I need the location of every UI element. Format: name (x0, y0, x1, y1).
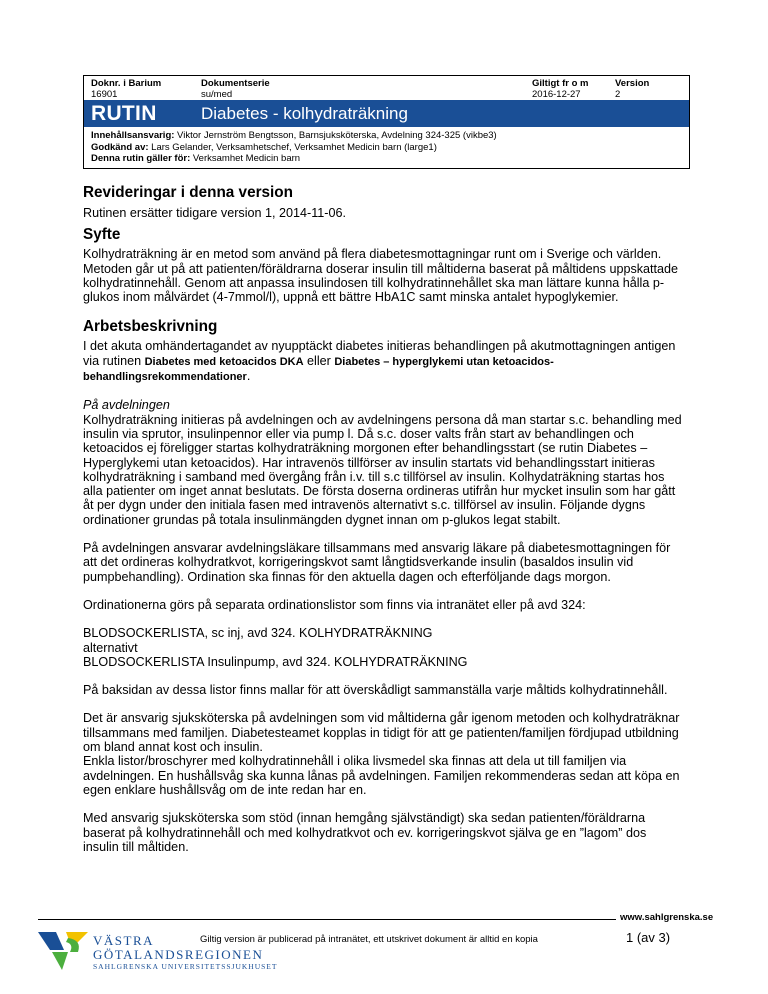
applies-line (91, 153, 683, 165)
work-intro-or: eller (303, 353, 335, 368)
revision-text: Rutinen ersätter tidigare version 1, 2014-11-06. (83, 206, 346, 220)
paragraph-dosing: Med ansvarig sjuksköterska som stöd (innan hemgång självständigt) ska sedan patienten/föräldrarna baserat på kolhydratinnehåll och med kolhydratkvot och ev. korrigeringskvot själva ge en ”lagom” dos insulin till måltiden. (83, 811, 647, 854)
logo-line-2: GÖTALANDSREGIONEN (93, 947, 264, 962)
page-number: 1 (av 3) (626, 930, 671, 945)
version-cell (615, 78, 675, 98)
work-intro (83, 339, 683, 384)
approved-line (91, 142, 683, 154)
content-owner-line (91, 130, 683, 142)
logo-line-1: VÄSTRA (93, 933, 155, 948)
work-intro-text: I det akuta omhändertagandet av nyupptäckt diabetes initieras behandlingen på akutmottagningen antigen via rutinen (83, 339, 676, 368)
footer-url: www.sahlgrenska.se (620, 912, 714, 923)
purpose-heading: Syfte (83, 226, 121, 244)
content-owner-value: Viktor Jernström Bengtsson, Barnsjuksköterska, Avdelning 324-325 (vikbe3) (174, 130, 497, 141)
valid-label: Giltigt fr o m (532, 78, 589, 89)
work-intro-end: . (246, 369, 251, 384)
title-band (84, 100, 689, 127)
document-type: RUTIN (91, 101, 157, 125)
document-title: Diabetes - kolhydraträkning (201, 103, 408, 123)
approved-value: Lars Gelander, Verksamhetschef, Verksamhet Medicin barn (large1) (148, 141, 437, 153)
work-heading: Arbetsbeskrivning (83, 318, 218, 336)
list-item-sc: BLODSOCKERLISTA, sc inj, avd 324. KOLHYDRATRÄKNING (83, 626, 433, 641)
logo-green-shape (52, 952, 68, 970)
docnr-value: 16901 (91, 89, 118, 100)
docnr-cell (91, 78, 201, 98)
vgr-logo-icon (38, 928, 90, 972)
hyperglycemia-routine-link: Diabetes – hyperglykemi utan ketoacidos-behandlingsrekommendationer (83, 355, 554, 384)
ward-heading: På avdelningen (83, 398, 170, 413)
logo-blue-shape (38, 932, 64, 950)
approved-label: Godkänd av: (91, 141, 149, 153)
series-cell (201, 78, 532, 98)
content-owner-label: Innehållsansvarig: (91, 130, 175, 141)
header-meta-row (84, 76, 689, 100)
logo-line-3: SAHLGRENSKA UNIVERSITETSSJUKHUSET (93, 962, 278, 971)
footer-divider (38, 919, 616, 920)
docnr-label: Doknr. i Barium (91, 78, 162, 89)
paragraph-nurse: Det är ansvarig sjuksköterska på avdelningen som vid måltiderna går igenom metoden och kolhydraträknar tillsammans med familjen. Diabetesteamet kopplas in tidigt för att ge patienten/familjen fördjupad utbildning om bland annat kost och insulin. (83, 711, 680, 755)
applies-label: Denna rutin gäller för: (91, 153, 191, 164)
applies-value: Verksamhet Medicin barn (190, 153, 301, 164)
footer-validity-note: Giltig version är publicerad på intranätet, ett utskrivet dokument är alltid en kopia (200, 934, 538, 945)
list-item-alt: alternativt (83, 640, 138, 655)
valid-cell (532, 78, 615, 98)
version-label: Version (615, 78, 650, 89)
dka-routine-link: Diabetes med ketoacidos DKA (144, 355, 304, 368)
ward-text: Kolhydraträkning initieras på avdelningen och av avdelningens persona då man startar s.c. behandling med insulin via sprutor, insulinpennor eller via pump l. Då s.c. doser valts från start av behandlingen och ketoacidos ej föreligger startas kolhydraträkning morgonen efter behandlingsstart (se rutin Diabetes – Hyperglykemi utan ketoacidos). Har intravenös tillförser av insulin startats vid behandlingsstart initieras kolhydraträkning i samband med övergång från i.v. till s.c tillförsel av insulin. Kolhydaträkning startas hos alla patienter om inget annat beslutats. De första doserna ordineras utifrån hur mycket insulin som har gått åt per dygn under den initiala fasen med intravenös alternativt s.c. tillförsel av insulin. Följande dygns ordinationer grundas på totala insulinmängden dygnet innan om p-glukos legat stabilt. (83, 412, 682, 527)
series-label: Dokumentserie (201, 78, 270, 89)
list-item-pump: BLODSOCKERLISTA Insulinpump, avd 324. KOLHYDRATRÄKNING (83, 654, 468, 669)
paragraph-brochures: Enkla listor/broschyrer med kolhydratinnehåll i olika livsmedel ska finnas att dela ut till familjen via avdelningen. En hushållsvåg ska kunna lånas på avdelningen. Familjen rekommenderas sedan att köpa en egen enklare hushållsvåg om de inte redan har en. (83, 754, 680, 797)
paragraph-responsibility: På avdelningen ansvarar avdelningsläkare tillsammans med ansvarig läkare på diabetesmottagningen för att det ordineras kolhydratkvot, korrigeringskvot samt långtidsverkande insulin (basaldos insulin vid pumpbehandling). Ordination ska finnas för den aktuella dagen och efterföljande dags morgon. (83, 541, 671, 584)
purpose-text: Kolhydraträkning är en metod som använd på flera diabetesmottagningar runt om i Sverige och världen. Metoden går ut på att patienten/föräldrarna doserar insulin till måltiderna baserat på måltidens uppskattade kolhydratinnehåll. Genom att anpassa insulindosen till kolhydratinnehållet ska man lättare kunna hålla p-glukos inom målvärdet (4-7mmol/l), uppnå ett bättre HbA1C samt minska antalet hypoglykemier. (83, 247, 679, 305)
responsibility-block (84, 127, 689, 168)
valid-value: 2016-12-27 (532, 89, 581, 100)
document-body (83, 184, 683, 854)
revision-heading: Revideringar i denna version (83, 184, 293, 201)
paragraph-templates: På baksidan av dessa listor finns mallar för att överskådligt sammanställa varje måltids kolhydratinnehåll. (83, 683, 668, 698)
series-value: su/med (201, 89, 233, 100)
paragraph-order-lists: Ordinationerna görs på separata ordinationslistor som finns via intranätet eller på avd 324: (83, 597, 586, 612)
version-value: 2 (615, 89, 621, 100)
document-header (83, 75, 690, 169)
